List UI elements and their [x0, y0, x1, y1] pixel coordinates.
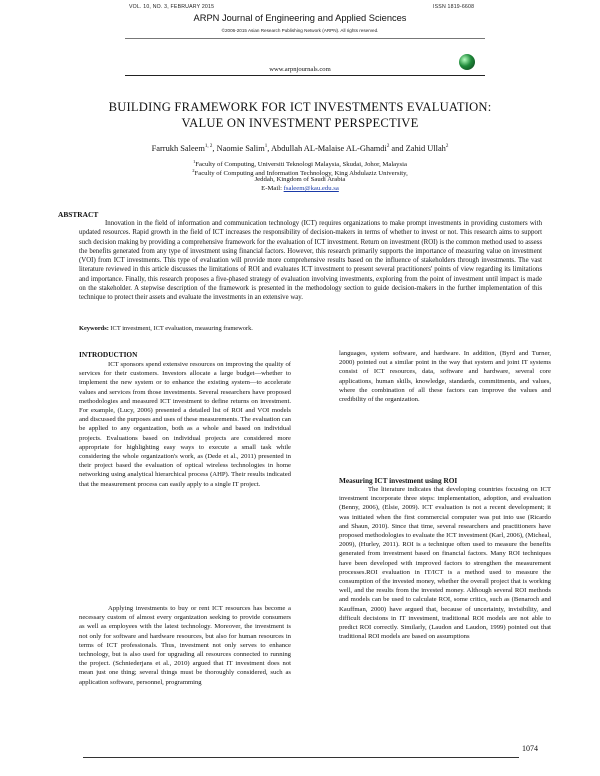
email-label: E-Mail: [261, 185, 284, 192]
author-name: Zahid Ullah [405, 144, 446, 153]
section-heading-measuring-roi: Measuring ICT investment using ROI [339, 476, 458, 485]
journal-url[interactable]: www.arpnjournals.com [269, 66, 331, 73]
abstract-heading: ABSTRACT [58, 210, 99, 219]
keywords-label: Keywords: [79, 325, 109, 332]
author-name: Abdullah AL-Malaise AL-Ghamdi [270, 144, 387, 153]
introduction-heading: INTRODUCTION [79, 350, 138, 359]
affiliation-text: Faculty of Computing and Information Technology, King Abdulaziz University, [194, 170, 408, 178]
affiliation-sup: 2 [192, 168, 195, 173]
author-sup: 1, 2 [204, 144, 213, 150]
author-name: Farrukh Saleem [151, 144, 205, 153]
paragraph-text: languages, system software, and hardware. In addition, (Byrd and Turner, 2000) pointed out a similar point in the way that system and joint IT systems consist of ICT resources, data, software and hardware, several core applications, human skills, knowledge, standards, commitments, and values, where the combination of all these factors can improve the values and credibility of the organization. [339, 350, 551, 404]
paragraph-text: ICT sponsors spend extensive resources on improving the quality of services for their customers. Investors allocate a large budget—whether to implement the new system or to enhance the existing system—to accelerate values and services from those investments. Several researchers have proposed methodologies and measured ICT investment to define returns on investment. For example, (Lucy, 2006) presented a detailed list of ROI and VOI models and discussed the purposes and uses of these measurements. The evaluation can be applied to any organization, both as a whole and based on individual projects. Evaluations based on individual projects are considered more appropriate for highlighting easy ways to execute a small task while considering the whole organization's work, as (Dede et al., 2011) presented in their project based the evaluation of optical wireless technologies in home networking using analytical hierarchical process (AHP). Their results indicated that the measurement process can easily apply to a single IT project. [79, 361, 291, 488]
title-line-2: VALUE ON INVESTMENT PERSPECTIVE [181, 116, 419, 130]
introduction-paragraph-2 [79, 604, 291, 687]
issn: ISSN 1819-6608 [433, 4, 475, 10]
right-column-paragraph-2 [339, 485, 551, 641]
copyright-notice: ©2006-2015 Asian Research Publishing Network (ARPN). All rights reserved. [221, 28, 379, 33]
paragraph-text: The literature indicates that developing countries focusing on ICT investment incorporate three steps: implementation, adoption, and evaluation (Benny, 2006), (Elsie, 2009). ICT evaluation is not a recent development; it was initiated when the first commercial computer was put into use (Ricardo and Shaun, 2010). Since that time, several researchers and practitioners have proposed methodologies to evaluate the ICT investment (Karl, 2006), (Micheal, 2009), (Hurley, 2011). ROI is a technique often used to measure the benefits generated from investment based on financial factors. Many ROI techniques have been developed with improved factors to strengthen the measurement processes.ROI evaluation in IT/ICT is a method used to measure the consumption of the invested money, whether the overall project that is working well, and the results from the invested money. Although several ROI methods and models can be used to calculate ROI, some critics, such as (Benaroch and Kauffman, 2000) have argued that, because of uncertainty, invisibility, and difficult decisions in IT investment, traditional ROI models are not able to predict ROI correctly. Similarly, (Laudon and Laudon, 1999) pointed out that traditional ROI models are based on assumptions [339, 486, 551, 641]
journal-header [0, 0, 600, 82]
paragraph-text: Applying investments to buy or rent ICT resources has become a necessary custom of almost every organization seeking to provide consumers as well as employees with the latest technology. Moreover, the investment is not only for software and hardware resources, but also for human resources in terms of ICT professionals. Thus, investment not only serves to enhance technology, but is also used for upgrading all resources connected to running the project. (Schniederjans et al., 2010) argued that IT investment does not mean just one thing; several things must be thoroughly considered, such as application software, personnel, programming [79, 605, 291, 686]
author-separator: , [212, 144, 217, 153]
email-link[interactable]: fsaleem@kau.edu.sa [283, 185, 339, 192]
affiliation-3: Jeddah, Kingdom of Saudi Arabia [254, 176, 346, 183]
volume-info: VOL. 10, NO. 3, FEBRUARY 2015 [129, 4, 215, 10]
introduction-paragraph-1 [79, 360, 291, 489]
author-separator: and [389, 144, 406, 153]
author-name: Naomie Salim [216, 144, 265, 153]
paper-title [40, 99, 560, 131]
footer-rule [83, 757, 519, 758]
header-rule [125, 38, 485, 39]
right-column-paragraph-1 [339, 349, 551, 404]
keywords-text: ICT investment, ICT evaluation, measuring framework. [108, 325, 253, 332]
affiliation-text: Faculty of Computing, Universiti Teknologi Malaysia, Skudai, Johor, Malaysia [195, 161, 407, 169]
affiliation-sup: 1 [193, 159, 196, 164]
author-sup: 2 [386, 144, 390, 150]
journal-title: ARPN Journal of Engineering and Applied Sciences [193, 13, 407, 23]
author-sup: 1 [264, 144, 268, 150]
page-number: 1074 [522, 744, 538, 753]
author-separator: , [267, 144, 271, 153]
author-sup: 2 [445, 144, 449, 150]
abstract-text: Innovation in the field of information and communication technology (ICT) requires organizations to make prompt investments in providing customers with updated resources. Rapid growth in the field of ICT increases the responsibility of decision-makers in terms of whether to invest or not. This research aims to support such decision making by providing a comprehensive framework for the evaluation of ICT investment. Return on investment (ROI) is the common method used to assess the benefits generated from any type of investment using financial factors. However, this research primarily supports the importance of measuring value on investment (VOI) from ICT investments. This type of evaluation will provide more comprehensive results based on the influence of stakeholders through investments. The vast literature reviewed in this article discusses the limitations of ROI and evaluates ICT investment to present several practitioners' points of view regarding its limitations and importance. Finally, this research proposes a five-phased strategy of evaluation involving investments, exploring from the point of investment until impact is made on the stakeholder. A stepwise description of the framework is presented in the methodology section to guide decision-makers in the further implementation of this technique to protect their assets and evaluate the investments in an extensive way. [79, 220, 542, 301]
email-line [0, 184, 600, 193]
header-rule-bottom [125, 75, 485, 76]
keywords [79, 325, 542, 332]
author-list [0, 144, 600, 153]
title-line-1: BUILDING FRAMEWORK FOR ICT INVESTMENTS EVALUATION: [108, 100, 492, 114]
